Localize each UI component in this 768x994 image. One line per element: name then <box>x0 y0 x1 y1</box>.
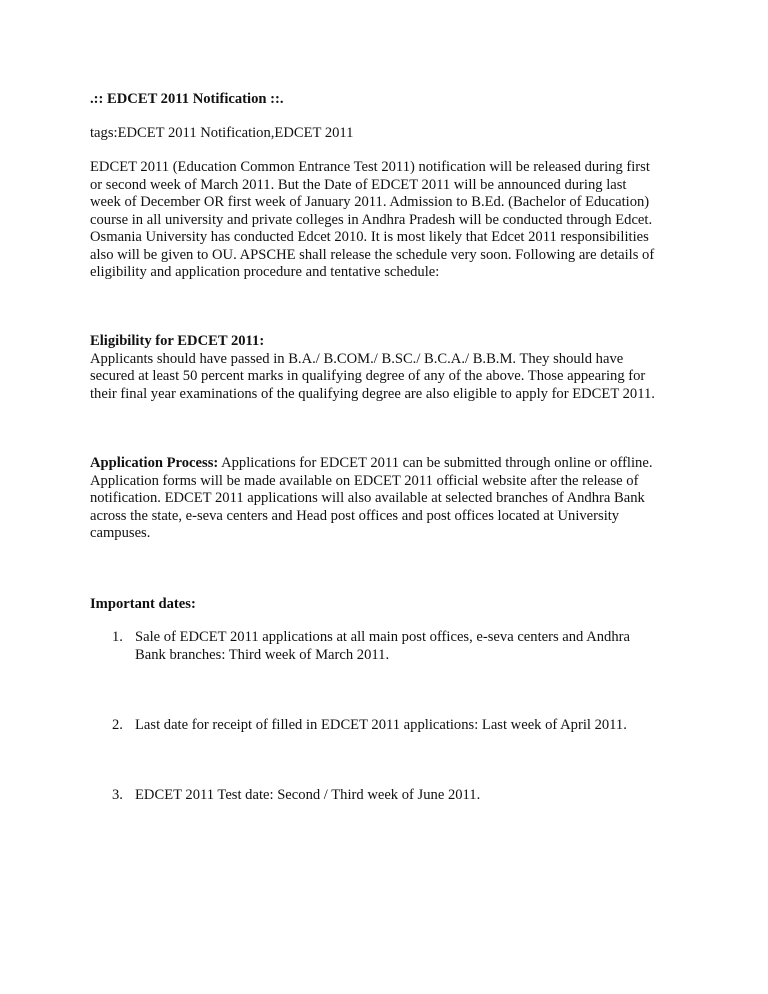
list-item-number: 1. <box>112 629 123 645</box>
list-item <box>112 717 672 735</box>
intro-line: or second week of March 2011. But the Date of EDCET 2011 will be announced during last <box>90 176 627 193</box>
eligibility-heading: Eligibility for EDCET 2011: <box>90 333 265 349</box>
application-section <box>90 455 690 543</box>
list-item-line: Sale of EDCET 2011 applications at all main post offices, e-seva centers and Andhra <box>135 629 630 645</box>
intro-line: eligibility and application procedure and tentative schedule: <box>90 264 440 280</box>
application-first-line <box>90 455 690 473</box>
eligibility-line: their final year examinations of the qualifying degree are also eligible to apply for EDCET 2011. <box>90 385 655 402</box>
tags-line: tags:EDCET 2011 Notification,EDCET 2011 <box>90 125 354 141</box>
intro-line: EDCET 2011 (Education Common Entrance Test 2011) notification will be released during first <box>90 159 650 175</box>
application-line: across the state, e-seva centers and Head post offices and post offices located at University <box>90 507 620 524</box>
list-item <box>112 629 672 664</box>
list-item-line: EDCET 2011 Test date: Second / Third week of June 2011. <box>135 787 481 803</box>
list-item-line: Last date for receipt of filled in EDCET 2011 applications: Last week of April 2011. <box>135 717 627 733</box>
application-heading: Application Process: <box>90 455 219 471</box>
intro-line: Osmania University has conducted Edcet 2010. It is most likely that Edcet 2011 responsibilities <box>90 229 649 245</box>
dates-heading: Important dates: <box>90 596 196 612</box>
list-item-number: 3. <box>112 787 123 803</box>
intro-line: week of December OR first week of January 2011. Admission to B.Ed. (Bachelor of Education) <box>90 194 650 210</box>
intro-paragraph <box>90 159 690 282</box>
eligibility-section <box>90 333 690 403</box>
intro-line: also will be given to OU. APSCHE shall release the schedule very soon. Following are details of <box>90 246 655 263</box>
eligibility-line: Applicants should have passed in B.A./ B.COM./ B.SC./ B.C.A./ B.B.M. They should have <box>90 350 624 367</box>
application-line: notification. EDCET 2011 applications will also available at selected branches of Andhra Bank <box>90 490 645 506</box>
application-line: campuses. <box>90 525 151 541</box>
list-item-number: 2. <box>112 717 123 733</box>
application-line: Application forms will be made available on EDCET 2011 official website after the release of <box>90 472 639 489</box>
document-title: .:: EDCET 2011 Notification ::. <box>90 91 284 107</box>
list-item <box>112 787 672 805</box>
intro-line: course in all university and private colleges in Andhra Pradesh will be conducted through Edcet. <box>90 211 653 228</box>
list-item-line: Bank branches: Third week of March 2011. <box>135 646 390 663</box>
eligibility-line: secured at least 50 percent marks in qualifying degree of any of the above. Those appearing for <box>90 368 646 384</box>
application-first-line-text: Applications for EDCET 2011 can be submitted through online or offline. <box>218 455 653 471</box>
